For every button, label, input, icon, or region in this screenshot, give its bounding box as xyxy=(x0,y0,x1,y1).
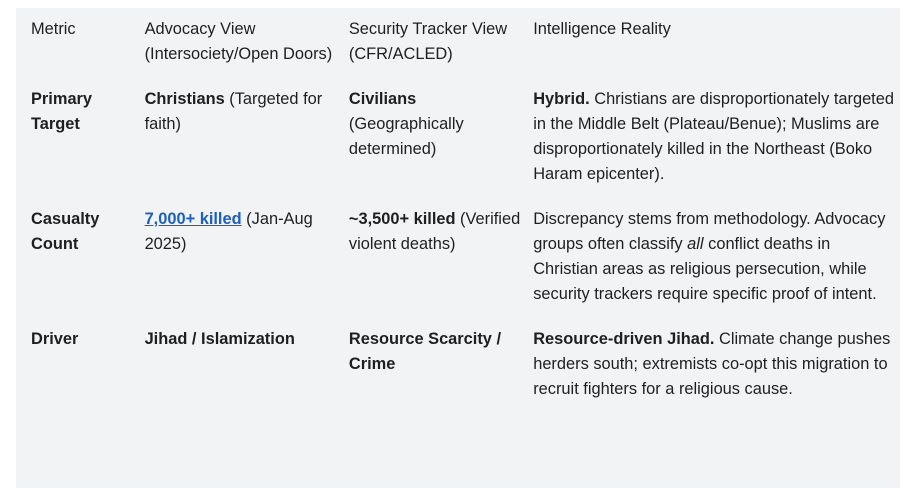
tracker-value-bold: Resource Scarcity / Crime xyxy=(348,330,502,373)
reality-value-text-end: conflict deaths in Christian areas as religious persecution, while security trackers require specific proof of intent. xyxy=(533,235,877,303)
metric-label: Casualty Count xyxy=(31,210,100,253)
advocacy-cell xyxy=(145,327,349,412)
comparison-table-container xyxy=(16,8,900,488)
advocacy-value-bold: Christians xyxy=(144,90,225,108)
reality-value-bold: Resource-driven Jihad. xyxy=(533,330,715,348)
table-header-row xyxy=(16,8,900,87)
reality-cell xyxy=(533,207,900,327)
header-advocacy-view: Advocacy View (Intersociety/Open Doors) xyxy=(144,20,333,63)
metric-label: Driver xyxy=(31,330,79,348)
tracker-cell xyxy=(349,207,533,327)
tracker-value-bold: ~3,500+ killed xyxy=(348,210,456,228)
reality-value-text: Climate change pushes herders south; extremists co-opt this migration to recruit fighters for a religious cause. xyxy=(533,330,891,398)
tracker-value-note: (Verified violent deaths) xyxy=(348,210,521,253)
table-row-primary-target xyxy=(16,87,900,207)
reality-cell xyxy=(533,327,900,412)
advocacy-value-note: (Jan-Aug 2025) xyxy=(144,210,313,253)
reality-value-text: Discrepancy stems from methodology. Advocacy groups often classify xyxy=(533,210,886,253)
tracker-cell xyxy=(349,87,533,207)
row-metric-cell xyxy=(16,207,145,327)
tracker-value-bold: Civilians xyxy=(348,90,417,108)
advocacy-value-bold: Jihad / Islamization xyxy=(144,330,295,348)
row-metric-cell xyxy=(16,87,145,207)
tracker-cell xyxy=(349,327,533,412)
casualty-source-link[interactable]: 7,000+ killed xyxy=(144,210,242,228)
tracker-value-note: (Geographically determined) xyxy=(348,115,464,158)
reality-value-bold: Hybrid. xyxy=(533,90,590,108)
table-row-driver xyxy=(16,327,900,412)
header-intelligence-reality: Intelligence Reality xyxy=(533,20,671,38)
advocacy-cell xyxy=(145,207,349,327)
advocacy-value-note: (Targeted for faith) xyxy=(144,90,323,133)
metric-label: Primary Target xyxy=(31,90,93,133)
reality-value-italic: all xyxy=(687,235,704,253)
reality-cell xyxy=(533,87,900,207)
advocacy-cell xyxy=(145,87,349,207)
table-row-casualty-count xyxy=(16,207,900,327)
row-metric-cell xyxy=(16,327,145,412)
header-metric: Metric xyxy=(31,20,76,38)
comparison-table xyxy=(16,8,900,412)
header-security-tracker-view: Security Tracker View (CFR/ACLED) xyxy=(348,20,508,63)
reality-value-text: Christians are disproportionately targeted in the Middle Belt (Plateau/Benue); Muslims are disproportionately killed in the Northeast (Boko Haram epicenter). xyxy=(533,90,894,183)
